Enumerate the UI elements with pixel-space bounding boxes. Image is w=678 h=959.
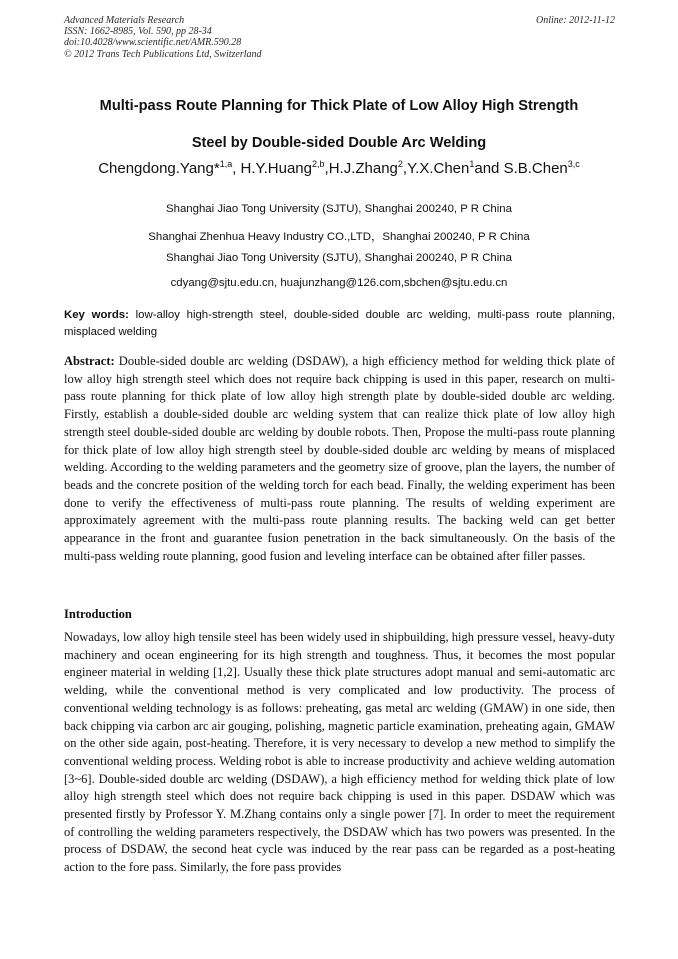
affiliation-2: Shanghai Zhenhua Heavy Industry CO.,LTD，Shanghai 200240, P R China [148, 231, 530, 243]
keywords-paragraph [64, 307, 615, 341]
affiliation-3: Shanghai Jiao Tong University (SJTU), Shanghai 200240, P R China [166, 252, 512, 264]
affiliation-1: Shanghai Jiao Tong University (SJTU), Shanghai 200240, P R China [166, 203, 512, 215]
author-separator: , [324, 160, 329, 177]
author-superscript: 1 [469, 159, 475, 169]
online-date: Online: 2012-11-12 [536, 15, 615, 26]
author-name: H.J.Zhang [328, 160, 398, 177]
copyright-line: © 2012 Trans Tech Publications Ltd, Switzerland [64, 48, 262, 60]
keywords-text: low-alloy high-strength steel, double-sided double arc welding, multi-pass route planning, misplaced welding [64, 309, 615, 338]
journal-name: Advanced Materials Research [64, 15, 185, 26]
author-superscript: 1,a [219, 159, 233, 169]
keywords-label: Key words: [64, 309, 129, 321]
author-superscript: 2 [397, 159, 403, 169]
doi-line: doi:10.4028/www.scientific.net/AMR.590.28 [64, 37, 242, 49]
author-name: H.Y.Huang [240, 160, 312, 177]
introduction-paragraph: Nowadays, low alloy high tensile steel has been widely used in shipbuilding, high pressure vessel, heavy-duty machinery and ocean engineering for its high strength and toughness. Thus, it becomes the most popular engineer material in welding [1,2]. Usually these thick plate structures adopt manual and semi-automatic arc welding, while the conventional method is very complicated and low productivity. The process of conventional welding technology is as follows: preheating, gas metal arc welding (GMAW) in one side, then back chipping via carbon arc air gouging, polishing, magnetic particle examination, preheating again, GMAW on the other side again, post-heating. Therefore, it is very necessary to develop a new method to simplify the conventional welding process. Welding robot is able to increase productivity and achieve welding automation [3~6]. Double-sided double arc welding (DSDAW), a high efficiency method for welding thick plate of low alloy high strength steel which does not require back chipping is used in this paper. DSDAW which was presented firstly by Professor Y. M.Zhang contains only a single power [7]. In order to meet the requirement of controlling the welding parameters respectively, the DSDAW which has two powers was presented. In the process of DSDAW, the second heat cycle was induced by the rear pass can be regarded as a post-heating action to the fore pass. Similarly, the fore pass provides [64, 630, 615, 875]
author-emails: cdyang@sjtu.edu.cn, huajunzhang@126.com,sbchen@sjtu.edu.cn [170, 277, 508, 289]
issn-line: ISSN: 1662-8985, Vol. 590, pp 28-34 [64, 26, 212, 38]
abstract-text: Double-sided double arc welding (DSDAW), a high efficiency method for welding thick plate of low alloy high strength steel which does not require back chipping is used in this paper, research on multi-pass route planning for thick plate of low alloy high strength plate by double-sided double arc welding. Firstly, establish a double-sided double arc welding system that can realize thick plate of low alloy high strength steel double-sided double arc welding by double robots. Then, Propose the multi-pass route planning for thick plate of low alloy high strength steel by double-sided double arc welding by means of misplaced welding. According to the welding parameters and the geometry size of groove, plan the layers, the number of beads and the concrete position of the welding torch for each bead. Finally, the welding experiment has been done to verify the effectiveness of multi-pass route planning. The results of welding experiment are approximately agreement with the multi-pass route planning results. The backing weld can get better appearance in the front and guarantee fusion penetration in the back simultaneously. On the basis of the multi-pass welding route planning, good fusion and leveling interface can be obtained after filler passes. [64, 354, 615, 563]
author-name: and S.B.Chen [474, 160, 568, 177]
journal-header [64, 15, 615, 60]
author-list [30, 160, 648, 177]
title-line-1: Multi-pass Route Planning for Thick Plate of Low Alloy High Strength [99, 98, 579, 114]
paper-title [40, 88, 638, 162]
author-superscript: 3,c [567, 159, 580, 169]
abstract-label: Abstract: [64, 354, 115, 368]
author-separator: , [402, 160, 408, 177]
abstract-paragraph [64, 353, 615, 565]
author-separator: , [232, 160, 241, 177]
title-line-2: Steel by Double-sided Double Arc Welding [191, 135, 487, 151]
introduction-heading: Introduction [64, 607, 132, 621]
author-name: Chengdong.Yang* [98, 160, 220, 177]
author-name: Y.X.Chen [407, 160, 470, 177]
author-superscript: 2,b [312, 159, 325, 169]
